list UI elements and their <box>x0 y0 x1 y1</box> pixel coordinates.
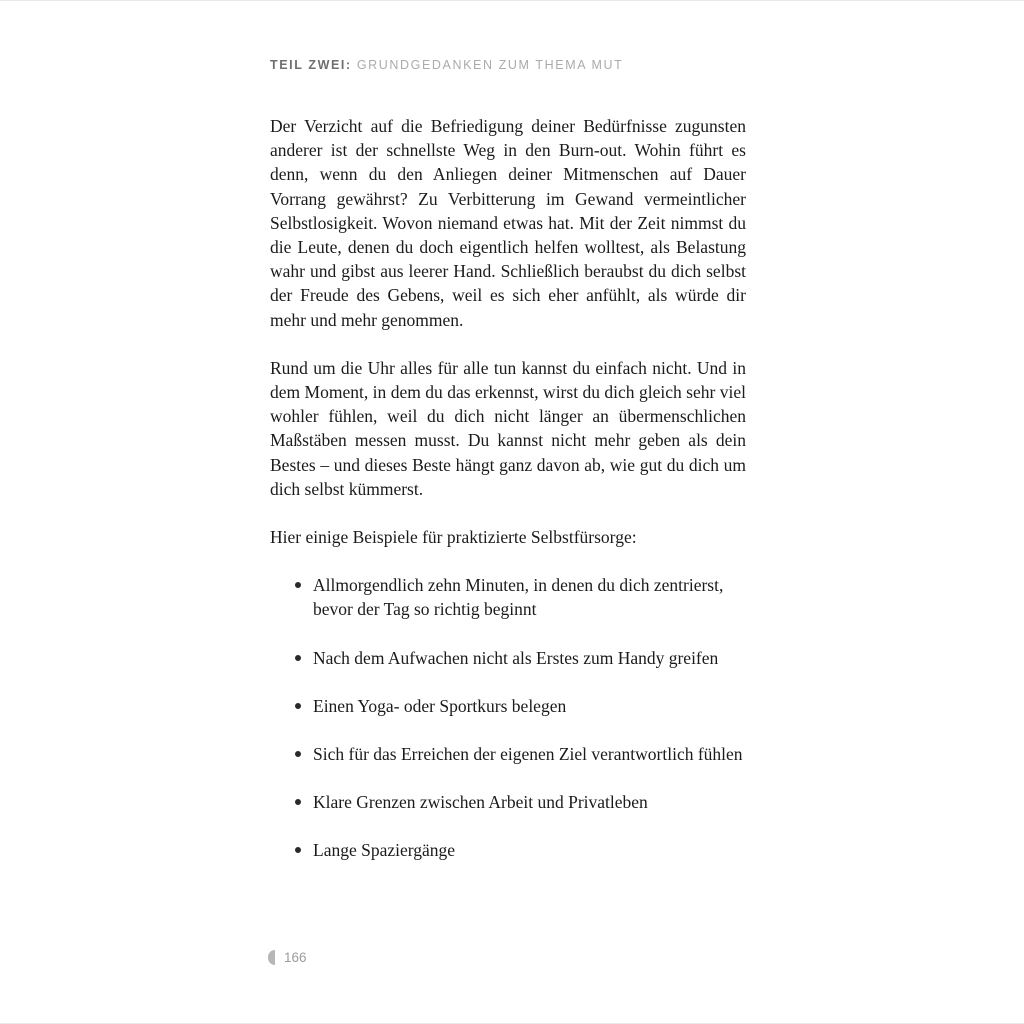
running-head-section-label: TEIL ZWEI: <box>270 58 352 72</box>
list-item <box>270 694 746 718</box>
half-moon-icon <box>268 950 275 965</box>
page-number: 166 <box>284 950 307 965</box>
list-item <box>270 742 746 766</box>
paragraph: Der Verzicht auf die Befriedigung deiner Bedürfnisse zugunsten anderer ist der schnellste Weg in den Burn-out. Wohin führt es denn, wenn du den Anliegen deiner Mitmenschen auf Dauer Vorrang gewährst? Zu Verbitterung im Gewand vermeintlicher Selbstlosigkeit. Wovon niemand etwas hat. Mit der Zeit nimmst du die Leute, denen du doch eigentlich helfen wolltest, als Belastung wahr und gibst aus leerer Hand. Schließlich beraubst du dich selbst der Freude des Gebens, weil es sich eher anfühlt, als würde dir mehr und mehr genommen. <box>270 116 746 330</box>
list-item-text: Nach dem Aufwachen nicht als Erstes zum Handy greifen <box>313 647 719 668</box>
bullet-dot-icon <box>295 751 301 757</box>
page-footer <box>268 950 307 965</box>
bullet-dot-icon <box>295 582 301 588</box>
paragraph: Rund um die Uhr alles für alle tun kannst du einfach nicht. Und in dem Moment, in dem du das erkennst, wirst du dich gleich sehr viel wohler fühlen, weil du dich nicht länger an übermenschlichen Maßstäben messen musst. Du kannst nicht mehr geben als dein Bestes – und dieses Beste hängt ganz davon ab, wie gut du dich um dich selbst kümmerst. <box>270 357 746 499</box>
bullet-dot-icon <box>295 703 301 709</box>
bullet-dot-icon <box>295 655 301 661</box>
bullet-dot-icon <box>295 799 301 805</box>
list-item-text: Allmorgendlich zehn Minuten, in denen du dich zentrierst, bevor der Tag so richtig beginnt <box>313 575 724 620</box>
list-item <box>270 790 746 814</box>
list-item-text: Sich für das Erreichen der eigenen Ziel verantwortlich fühlen <box>313 744 743 765</box>
running-head-chapter-title: GRUNDGEDANKEN ZUM THEMA MUT <box>351 58 624 72</box>
list-item-text: Einen Yoga- oder Sportkurs belegen <box>313 695 567 716</box>
bullet-list <box>270 573 746 862</box>
list-item <box>270 573 746 621</box>
page-body-text <box>270 114 746 863</box>
running-head <box>270 58 623 72</box>
list-item-text: Lange Spaziergänge <box>313 840 456 861</box>
bullet-dot-icon <box>295 847 301 853</box>
paragraph-list-intro: Hier einige Beispiele für praktizierte Selbstfürsorge: <box>270 527 637 548</box>
list-item-text: Klare Grenzen zwischen Arbeit und Privatleben <box>313 792 648 813</box>
list-item <box>270 838 746 862</box>
list-item <box>270 646 746 670</box>
